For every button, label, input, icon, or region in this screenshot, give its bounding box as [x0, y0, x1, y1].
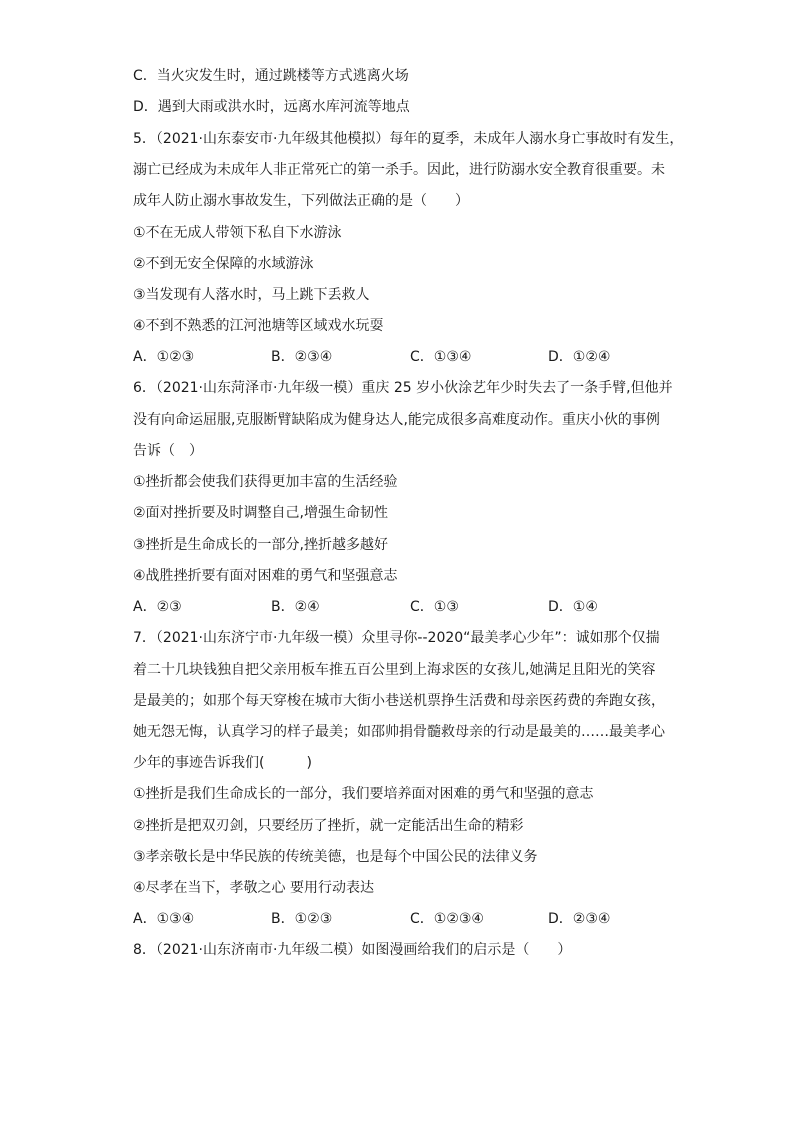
q7-option-d[interactable]: D．②③④	[548, 911, 611, 927]
prev-option-c: C．当火灾发生时，通过跳楼等方式逃离火场	[133, 68, 409, 84]
q7-stem-line-4: 她无怨无悔，认真学习的样子最美；如邵帅捐骨髓救母亲的行动是最美的……最美孝心	[133, 724, 665, 740]
q7-stem-line-1: 7．（2021·山东济宁市·九年级一模）众里寻你--2020“最美孝心少年”：诚如那个仅揣	[133, 630, 660, 646]
q7-options	[133, 909, 693, 929]
q5-stem-line-1: 5．（2021·山东泰安市·九年级其他模拟）每年的夏季，未成年人溺水身亡事故时有发生，	[133, 131, 684, 147]
q5-statement-1: ①不在无成人带领下私自下水游泳	[133, 225, 342, 241]
q5-stem-line-2: 溺亡已经成为未成年人非正常死亡的第一杀手。因此，进行防溺水安全教育很重要。未	[133, 162, 665, 178]
q6-options	[133, 597, 693, 617]
q6-statement-1: ①挫折都会使我们获得更加丰富的生活经验	[133, 474, 398, 490]
q6-stem-line-3: 告诉（ ）	[133, 443, 203, 459]
q8-stem-line-1: 8．（2021·山东济南市·九年级二模）如图漫画给我们的启示是（ ）	[133, 942, 572, 958]
q7-statement-2: ②挫折是把双刃剑，只要经历了挫折，就一定能活出生命的精彩	[133, 818, 524, 834]
q7-statement-3: ③孝亲敬长是中华民族的传统美德，也是每个中国公民的法律义务	[133, 849, 538, 865]
q7-statement-4: ④尽孝在当下，孝敬之心 要用行动表达	[133, 880, 374, 896]
q5-option-d[interactable]: D．①②④	[548, 349, 611, 365]
q6-stem-line-2: 没有向命运屈服,克服断臂缺陷成为健身达人,能完成很多高难度动作。重庆小伙的事例	[133, 412, 660, 428]
q6-statement-3: ③挫折是生命成长的一部分,挫折越多越好	[133, 537, 388, 553]
q7-stem-line-2: 着二十几块钱独自把父亲用板车推五百公里到上海求医的女孩儿,她满足且阳光的笑容	[133, 662, 656, 678]
q6-option-d[interactable]: D．①④	[548, 599, 598, 615]
prev-option-d: D．遇到大雨或洪水时，远离水库河流等地点	[133, 99, 410, 115]
q5-statement-4: ④不到不熟悉的江河池塘等区域戏水玩耍	[133, 318, 384, 334]
q6-statement-4: ④战胜挫折要有面对困难的勇气和坚强意志	[133, 568, 398, 584]
q7-stem-line-3: 是最美的；如那个每天穿梭在城市大街小巷送机票挣生活费和母亲医药费的奔跑女孩，	[133, 693, 665, 709]
q5-stem-line-3: 成年人防止溺水事故发生，下列做法正确的是（ ）	[133, 193, 469, 209]
q7-statement-1: ①挫折是我们生命成长的一部分，我们要培养面对困难的勇气和坚强的意志	[133, 786, 594, 802]
q6-stem-line-1: 6．（2021·山东菏泽市·九年级一模）重庆 25 岁小伙涂艺年少时失去了一条手臂,但他并	[133, 380, 673, 396]
q6-statement-2: ②面对挫折要及时调整自己,增强生命韧性	[133, 505, 388, 521]
q5-option-a[interactable]: A．①②③	[133, 349, 195, 365]
q7-option-a[interactable]: A．①③④	[133, 911, 195, 927]
q5-statement-2: ②不到无安全保障的水域游泳	[133, 256, 314, 272]
q7-option-c[interactable]: C．①②③④	[410, 911, 484, 927]
q6-option-a[interactable]: A．②③	[133, 599, 182, 615]
q5-option-b[interactable]: B．②③④	[271, 349, 333, 365]
q5-statement-3: ③当发现有人落水时，马上跳下丢救人	[133, 287, 370, 303]
q7-option-b[interactable]: B．①②③	[271, 911, 333, 927]
q5-option-c[interactable]: C．①③④	[410, 349, 472, 365]
q5-options	[133, 347, 693, 367]
q6-option-c[interactable]: C．①③	[410, 599, 459, 615]
q7-stem-line-5: 少年的事迹告诉我们( )	[133, 755, 312, 771]
q6-option-b[interactable]: B．②④	[271, 599, 320, 615]
